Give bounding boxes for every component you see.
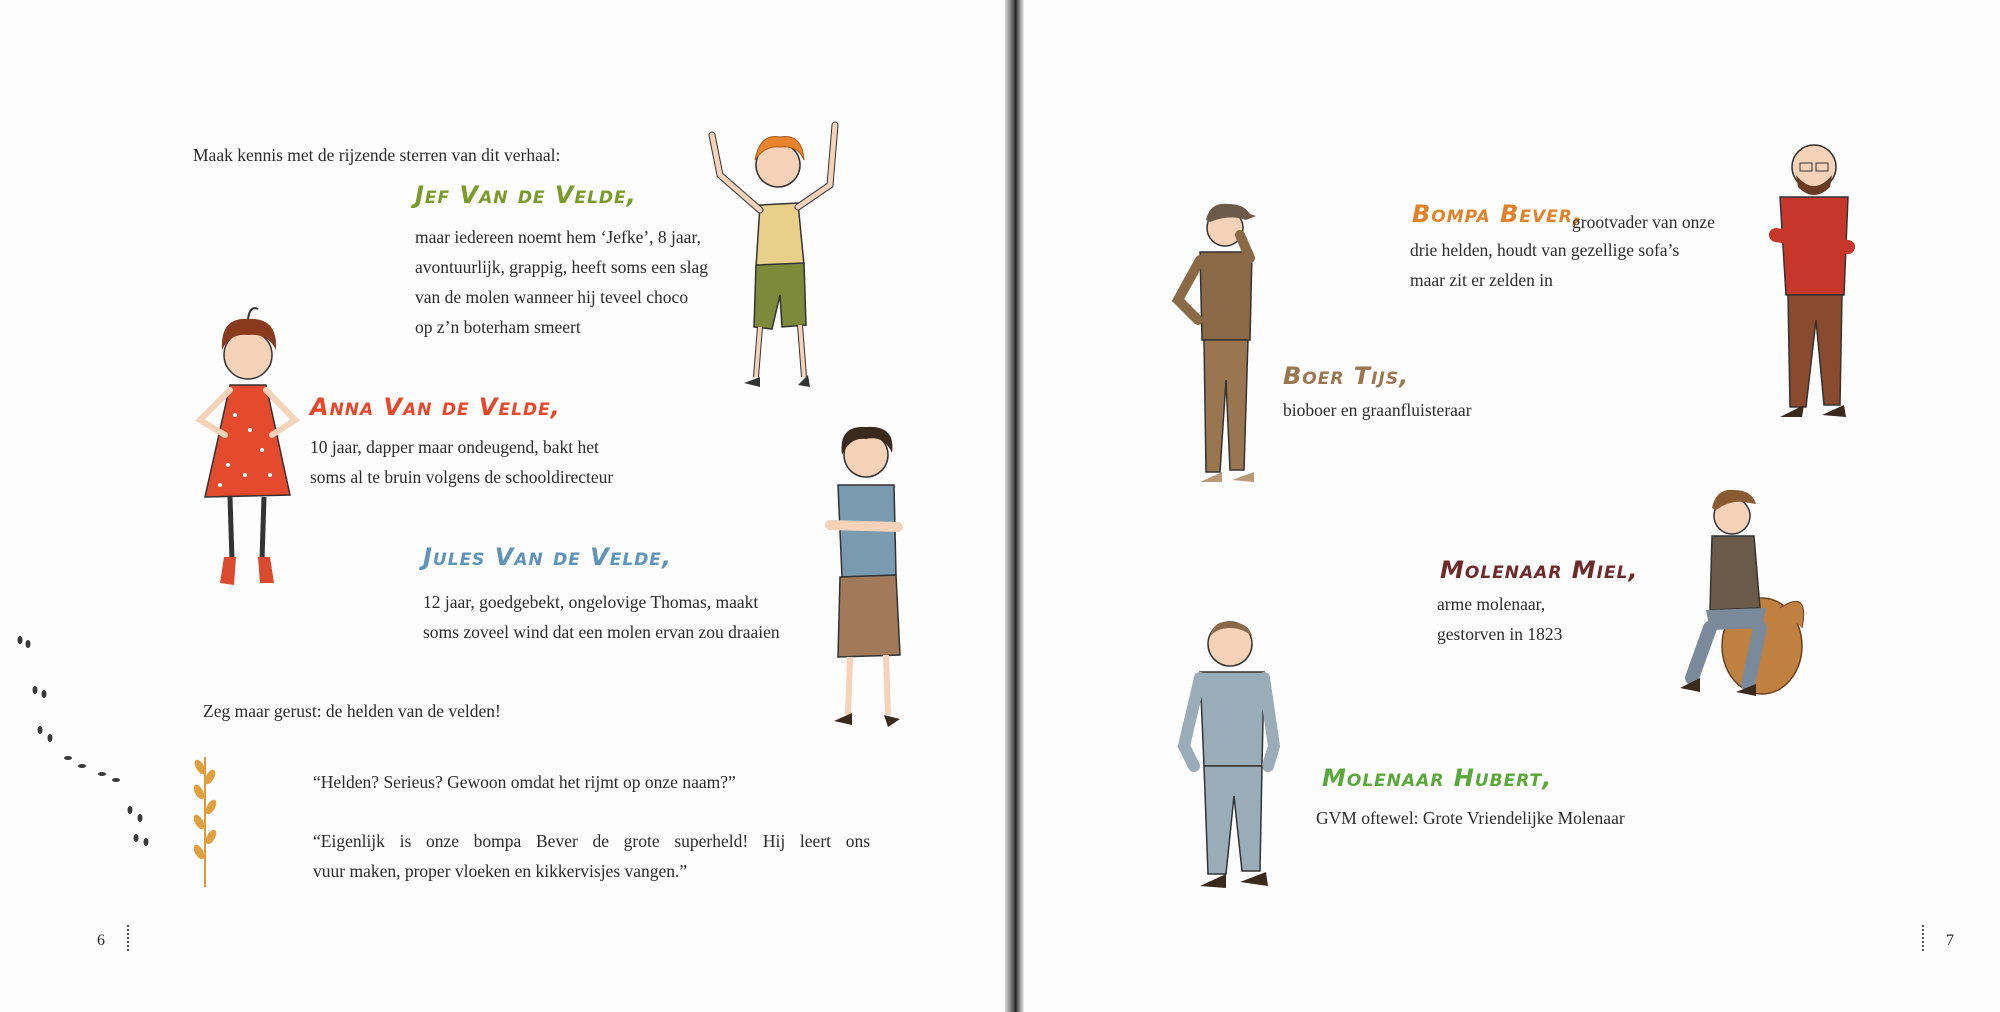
desc-line: gestorven in 1823 [1437,624,1563,644]
character-name-boer-tijs: Boer Tijs, [1283,362,1410,390]
molenaar-hubert-illustration [1170,606,1300,891]
character-name-bompa-bever: Bompa Bever, [1412,200,1583,228]
quote-line: “Eigenlijk is onze bompa Bever de grote superheld! Hij leert ons [313,831,870,851]
page-number-rule [1922,925,1924,951]
quote-1: “Helden? Serieus? Gewoon omdat het rijmt op onze naam?” [313,772,736,792]
character-desc-anna [310,432,613,492]
molenaar-miel-illustration [1670,478,1815,703]
jules-illustration [808,415,918,735]
boer-tijs-illustration [1170,190,1280,485]
desc-line: soms zoveel wind dat een molen ervan zou draaien [423,622,780,642]
character-name-anna: Anna Van de Velde, [310,393,561,421]
character-name-jef: Jef Van de Velde, [415,181,637,209]
desc-line: 12 jaar, goedgebekt, ongelovige Thomas, maakt [423,592,759,612]
intro-text: Maak kennis met de rijzende sterren van dit verhaal: [193,145,561,165]
jef-illustration [700,115,850,395]
desc-line: drie helden, houdt van gezellige sofa’s [1410,240,1680,260]
page-number-rule [127,925,129,951]
anna-illustration [190,305,315,590]
character-desc-bompa-bever [1410,235,1679,295]
book-gutter [1005,0,1024,1012]
desc-line: op z’n boterham smeert [415,317,581,337]
character-name-molenaar-miel: Molenaar Miel, [1440,556,1639,584]
character-desc-molenaar-miel [1437,589,1562,649]
bompa-bever-illustration [1752,135,1862,425]
character-desc-boer-tijs: bioboer en graanfluisteraar [1283,400,1472,420]
desc-line: maar zit er zelden in [1410,270,1553,290]
quote-line: vuur maken, proper vloeken en kikkervisjes vangen.” [313,861,688,881]
desc-line: 10 jaar, dapper maar ondeugend, bakt het [310,437,599,457]
page-number-right: 7 [1946,932,1954,949]
character-desc-jef [415,222,708,342]
character-name-jules: Jules Van de Velde, [423,543,673,571]
character-desc-jules [423,587,780,647]
desc-line: maar iedereen noemt hem ‘Jefke’, 8 jaar, [415,227,701,247]
quote-2 [313,826,870,886]
desc-line: arme molenaar, [1437,594,1546,614]
character-name-molenaar-hubert: Molenaar Hubert, [1322,764,1553,792]
page-number-left: 6 [97,932,105,949]
desc-line: soms al te bruin volgens de schooldirecteur [310,467,614,487]
wheat-icon [185,752,225,892]
character-desc-molenaar-hubert: GVM oftewel: Grote Vriendelijke Molenaar [1316,808,1625,828]
desc-line: avontuurlijk, grappig, heeft soms een slag [415,257,709,277]
footprints-icon [10,630,170,850]
closing-text: Zeg maar gerust: de helden van de velden! [203,701,501,721]
character-desc-bompa-bever-line1: grootvader van onze [1572,212,1715,232]
desc-line: van de molen wanneer hij teveel choco [415,287,689,307]
